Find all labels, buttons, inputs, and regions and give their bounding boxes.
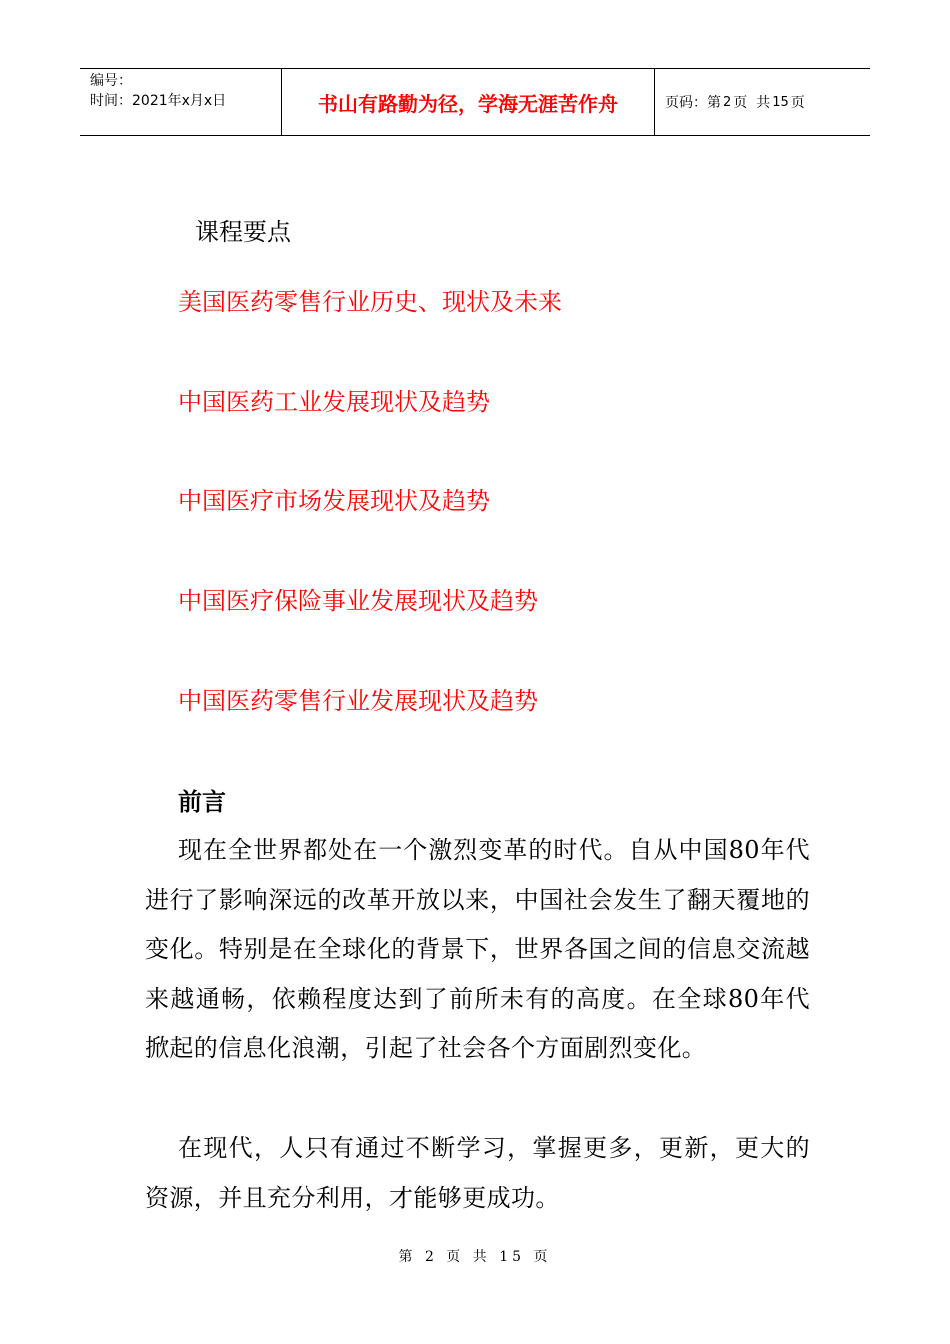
preface-heading: 前言 (178, 787, 226, 816)
page-total: 15 (772, 94, 789, 110)
page-footer: 第 2 页 共 15 页 (398, 1249, 552, 1265)
motto-text: 书山有路勤为径，学海无涯苦作舟 (318, 91, 618, 116)
header-page-cell (655, 69, 870, 135)
number-label: 编号： (90, 73, 132, 89)
page-current: 2 (723, 94, 732, 110)
course-title: 课程要点 (195, 218, 291, 246)
outline-item: 中国医药工业发展现状及趋势 (178, 388, 490, 416)
header-meta-cell (80, 69, 282, 135)
page-suffix: 页 (790, 95, 805, 111)
page-mid: 页 共 (733, 95, 771, 111)
outline-item: 中国医疗保险事业发展现状及趋势 (178, 587, 538, 615)
outline-item: 美国医药零售行业历史、现状及未来 (178, 288, 562, 316)
preface-paragraph: 在现代，人只有通过不断学习，掌握更多，更新，更大的资源，并且充分利用，才能够更成功。 (145, 1134, 810, 1212)
time-line: 时间：2021年x月x日 (90, 93, 227, 109)
page-prefix: 页码：第 (665, 95, 721, 111)
outline-item: 中国医疗市场发展现状及趋势 (178, 487, 490, 515)
preface-paragraph: 现在全世界都处在一个激烈变革的时代。自从中国80年代进行了影响深远的改革开放以来，中国社会发生了翻天覆地的变化。特别是在全球化的背景下，世界各国之间的信息交流越来越通畅，依赖程度达到了前所未有的高度。在全球80年代掀起的信息化浪潮，引起了社会各个方面剧烈变化。 (145, 836, 810, 1062)
outline-item: 中国医药零售行业发展现状及趋势 (178, 687, 538, 715)
header-motto-cell (282, 69, 655, 135)
page-header (80, 68, 870, 136)
